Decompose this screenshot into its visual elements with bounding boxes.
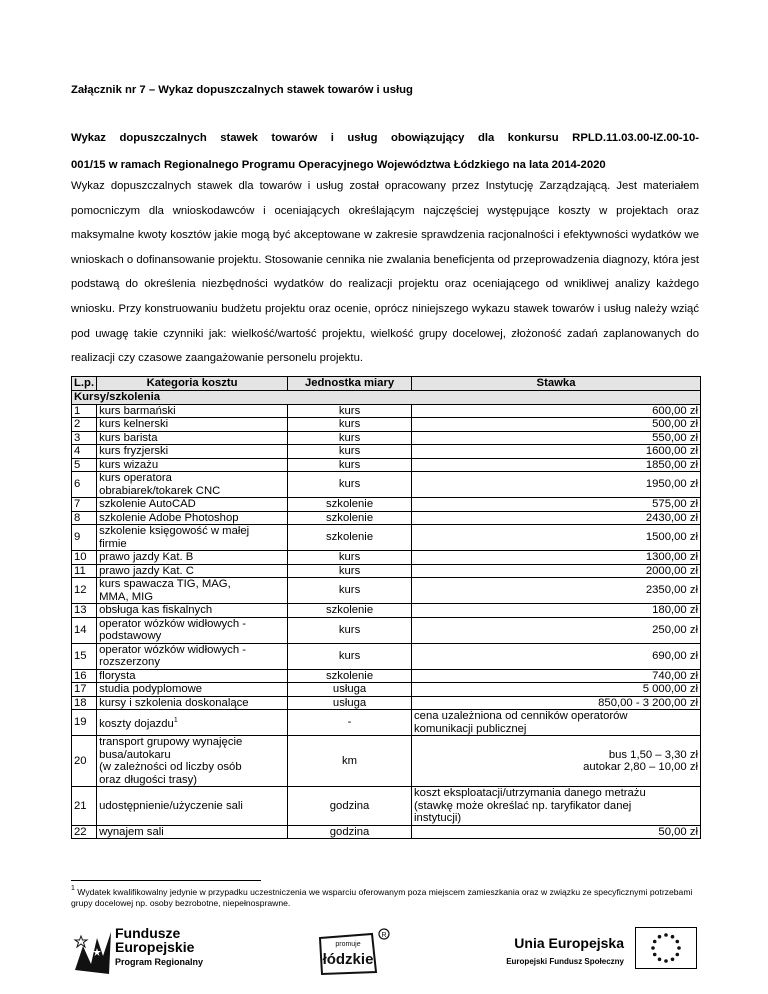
table-row <box>72 458 701 472</box>
unia-europejska-logo <box>489 927 699 977</box>
row-lp: 20 <box>72 736 97 787</box>
row-rate: 600,00 zł <box>412 404 701 418</box>
fe-line: Europejskie <box>115 939 195 955</box>
category-line: oraz długości trasy) <box>99 773 198 786</box>
category-line: operator wózków widłowych - <box>99 643 247 656</box>
lodzkie-top: promuje <box>335 941 361 948</box>
row-lp: 15 <box>72 643 97 669</box>
row-rate: 575,00 zł <box>412 498 701 512</box>
row-rate <box>412 787 701 826</box>
table-header-row <box>72 377 701 391</box>
row-lp: 7 <box>72 498 97 512</box>
category-line: podstawowy <box>99 630 162 642</box>
fe-name <box>115 926 194 954</box>
row-lp: 22 <box>72 825 97 839</box>
row-category: studia podyplomowe <box>97 683 288 697</box>
row-unit: km <box>288 736 412 787</box>
row-rate: 250,00 zł <box>412 617 701 643</box>
row-rate <box>412 736 701 787</box>
row-lp: 6 <box>72 472 97 498</box>
rate-line: autokar 2,80 – 10,00 zł <box>583 761 698 773</box>
row-category: kurs wizażu <box>97 458 288 472</box>
row-unit: kurs <box>288 431 412 445</box>
table-row <box>72 525 701 551</box>
category-line: busa/autokaru <box>99 748 171 761</box>
row-unit: kurs <box>288 472 412 498</box>
row-unit: szkolenie <box>288 669 412 683</box>
table-row <box>72 404 701 418</box>
table-row <box>72 472 701 498</box>
table-row <box>72 696 701 710</box>
row-rate: 850,00 - 3 200,00 zł <box>412 696 701 710</box>
row-unit: kurs <box>288 418 412 432</box>
row-unit: usługa <box>288 683 412 697</box>
footnote-mark: 1 <box>71 885 75 892</box>
rate-line: koszt eksploatacji/utrzymania danego metrażu <box>414 787 646 799</box>
row-lp: 8 <box>72 511 97 525</box>
row-rate <box>412 710 701 736</box>
row-category: kurs barmański <box>97 404 288 418</box>
table-row <box>72 643 701 669</box>
rate-line: cena uzależniona od cenników operatorów <box>414 710 628 722</box>
row-rate: 1300,00 zł <box>412 551 701 565</box>
row-lp: 1 <box>72 404 97 418</box>
row-lp: 5 <box>72 458 97 472</box>
row-category: florysta <box>97 669 288 683</box>
header-lp: L.p. <box>72 377 97 391</box>
row-category: kursy i szkolenia doskonalące <box>97 696 288 710</box>
section-title: Kursy/szkolenia <box>72 391 701 405</box>
table-row <box>72 445 701 459</box>
row-rate: 2350,00 zł <box>412 578 701 604</box>
document-heading <box>71 125 699 179</box>
row-rate: 550,00 zł <box>412 431 701 445</box>
row-unit: kurs <box>288 564 412 578</box>
row-rate: 1850,00 zł <box>412 458 701 472</box>
row-lp: 14 <box>72 617 97 643</box>
row-category: kurs kelnerski <box>97 418 288 432</box>
table-row <box>72 787 701 826</box>
row-unit: szkolenie <box>288 498 412 512</box>
section-row <box>72 391 701 405</box>
row-rate: 740,00 zł <box>412 669 701 683</box>
footnote-text: Wydatek kwalifikowalny jedynie w przypadku uczestniczenia we wsparciu oferowanym poza miejscem zamieszkania oraz w związku ze specyficznymi potrzebami grupy docelowej np. osoby bezrobotne, niepełnosprawne. <box>71 887 693 908</box>
table-row <box>72 710 701 736</box>
row-rate: 5 000,00 zł <box>412 683 701 697</box>
row-lp: 10 <box>72 551 97 565</box>
category-line: szkolenie księgowość w małej <box>99 525 250 537</box>
row-rate: 1950,00 zł <box>412 472 701 498</box>
row-unit: godzina <box>288 825 412 839</box>
eu-flag-icon <box>635 927 697 969</box>
row-lp: 2 <box>72 418 97 432</box>
header-rate: Stawka <box>412 377 701 391</box>
row-unit: kurs <box>288 578 412 604</box>
rates-table <box>71 376 701 839</box>
fe-program: Program Regionalny <box>115 957 204 967</box>
row-rate: 50,00 zł <box>412 825 701 839</box>
category-line: kurs spawacza TIG, MAG, <box>99 578 231 590</box>
row-unit: kurs <box>288 458 412 472</box>
row-unit: godzina <box>288 787 412 826</box>
row-unit: szkolenie <box>288 511 412 525</box>
row-lp: 12 <box>72 578 97 604</box>
row-category: prawo jazdy Kat. C <box>97 564 288 578</box>
svg-text:R: R <box>381 932 387 939</box>
table-row <box>72 604 701 618</box>
intro-paragraph: Wykaz dopuszczalnych stawek dla towarów i usług został opracowany przez Instytucję Zarządzającą. Jest materiałem pomocniczym dla wnioskodawców i oceniających określającym najczęściej występujące koszty w projektach oraz maksymalne kwoty kosztów jakie mogą być akceptowane w zakresie sprawdzenia racjonalności i efektywności wydatków we wnioskach o dofinansowanie projektu. Stosowanie cennika nie zwalania beneficjenta od przeprowadzenia diagnozy, która jest podstawą do określenia niezbędności wydatków do realizacji projektu oraz oceniającego od wnikliwej analizy każdego wniosku. Przy konstruowaniu budżetu projektu oraz ocenie, oprócz niniejszego wykazu stawek towarów i usług należy wziąć pod uwagę takie czynniki jak: wielkość/wartość projektu, wielkość grupy docelowej, złożoność zadań zaplanowanych do realizacji czy czasowe zaangażowanie personelu projektu. <box>71 180 699 365</box>
table-row <box>72 564 701 578</box>
row-category: kurs barista <box>97 431 288 445</box>
row-lp: 19 <box>72 710 97 736</box>
row-unit: szkolenie <box>288 525 412 551</box>
table-row <box>72 825 701 839</box>
row-unit: szkolenie <box>288 604 412 618</box>
row-category <box>97 736 288 787</box>
row-rate: 1600,00 zł <box>412 445 701 459</box>
row-lp: 9 <box>72 525 97 551</box>
row-lp: 3 <box>72 431 97 445</box>
row-rate: 1500,00 zł <box>412 525 701 551</box>
lodzkie-main: łódzkie <box>322 951 374 968</box>
row-rate: 180,00 zł <box>412 604 701 618</box>
category-line: (w zależności od liczby osób <box>99 761 242 773</box>
row-unit: kurs <box>288 404 412 418</box>
row-rate: 2000,00 zł <box>412 564 701 578</box>
row-lp: 13 <box>72 604 97 618</box>
row-rate: 690,00 zł <box>412 643 701 669</box>
row-unit: kurs <box>288 643 412 669</box>
row-category: kurs fryzjerski <box>97 445 288 459</box>
rate-line: (stawkę może określać np. taryfikator danej <box>414 799 632 812</box>
row-lp: 21 <box>72 787 97 826</box>
table-row <box>72 498 701 512</box>
row-category <box>97 578 288 604</box>
row-lp: 17 <box>72 683 97 697</box>
row-category: wynajem sali <box>97 825 288 839</box>
row-category: prawo jazdy Kat. B <box>97 551 288 565</box>
table-row <box>72 551 701 565</box>
row-lp: 16 <box>72 669 97 683</box>
row-category <box>97 525 288 551</box>
table-row <box>72 617 701 643</box>
category-text: koszty dojazdu <box>99 717 174 730</box>
fe-stars-icon <box>73 926 113 976</box>
row-rate: 2430,00 zł <box>412 511 701 525</box>
category-line: operator wózków widłowych - <box>99 617 247 630</box>
lodzkie-badge-icon <box>318 926 394 976</box>
category-line: MMA, MIG <box>99 590 154 603</box>
row-rate: 500,00 zł <box>412 418 701 432</box>
row-unit: kurs <box>288 551 412 565</box>
row-category: udostępnienie/użyczenie sali <box>97 787 288 826</box>
heading-line-1: Wykaz dopuszczalnych stawek towarów i usług obowiązujący dla konkursu RPLD.11.03.00-IZ.00-10- <box>71 132 699 144</box>
row-category <box>97 710 288 736</box>
footnote <box>71 884 711 908</box>
footnote-separator <box>71 880 261 881</box>
row-category: szkolenie AutoCAD <box>97 498 288 512</box>
row-lp: 18 <box>72 696 97 710</box>
footnote-ref[interactable]: 1 <box>173 716 178 724</box>
row-category <box>97 617 288 643</box>
fe-line: Fundusze <box>115 925 181 941</box>
category-line: kurs operatora <box>99 472 172 484</box>
rate-line: bus 1,50 – 3,30 zł <box>608 748 698 761</box>
row-unit: - <box>288 710 412 736</box>
table-row <box>72 418 701 432</box>
table-row <box>72 669 701 683</box>
table-row <box>72 431 701 445</box>
ue-title: Unia Europejska <box>514 935 624 951</box>
table-row <box>72 511 701 525</box>
heading-line-2: 001/15 w ramach Regionalnego Programu Operacyjnego Województwa Łódzkiego na lata 2014-2020 <box>71 159 606 171</box>
row-lp: 11 <box>72 564 97 578</box>
rate-line: instytucji) <box>414 812 462 824</box>
row-lp: 4 <box>72 445 97 459</box>
fundusze-europejskie-logo <box>73 926 223 976</box>
category-line: firmie <box>99 537 127 550</box>
category-line: obrabiarek/tokarek CNC <box>99 484 221 497</box>
row-category <box>97 643 288 669</box>
row-unit: kurs <box>288 617 412 643</box>
table-row <box>72 578 701 604</box>
annex-title: Załącznik nr 7 – Wykaz dopuszczalnych stawek towarów i usług <box>71 84 413 96</box>
row-unit: kurs <box>288 445 412 459</box>
row-unit: usługa <box>288 696 412 710</box>
lodzkie-logo <box>318 926 394 976</box>
ue-fund: Europejski Fundusz Społeczny <box>506 957 624 966</box>
category-line: rozszerzony <box>99 656 160 668</box>
row-category <box>97 472 288 498</box>
header-unit: Jednostka miary <box>288 377 412 391</box>
header-category: Kategoria kosztu <box>97 377 288 391</box>
rate-line: komunikacji publicznej <box>414 722 527 735</box>
table-row <box>72 683 701 697</box>
table-row <box>72 736 701 787</box>
category-line: transport grupowy wynajęcie <box>99 736 243 748</box>
row-category: szkolenie Adobe Photoshop <box>97 511 288 525</box>
row-category: obsługa kas fiskalnych <box>97 604 288 618</box>
